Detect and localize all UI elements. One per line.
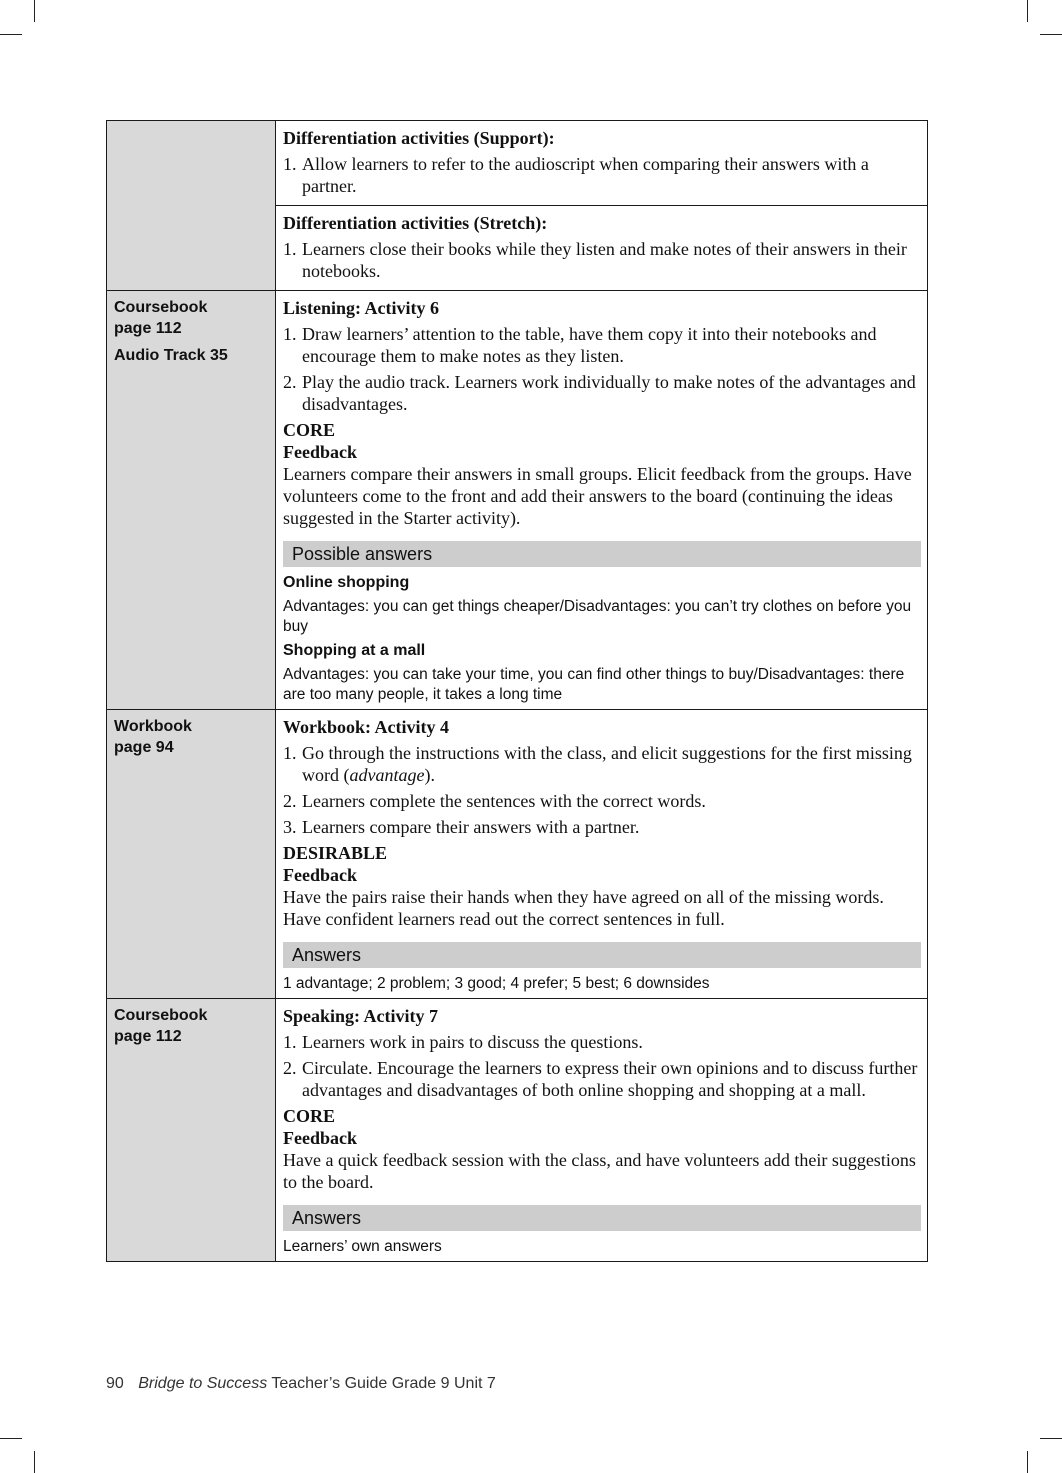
list-item: 1. Go through the instructions with the class, and elicit suggestions for the first missing word (advantage).: [283, 743, 912, 785]
list-item: 1. Draw learners’ attention to the table, have them copy it into their notebooks and encourage them to make notes as they listen.: [283, 324, 877, 366]
table-row: [107, 710, 928, 999]
list-item: 2. Circulate. Encourage the learners to express their own opinions and to discuss further advantages and disadvantages of both online shopping and shopping at a mall.: [283, 1058, 918, 1100]
answers-title: Possible answers: [283, 541, 921, 567]
list-item: 1. Learners close their books while they listen and make notes of their answers in their notebooks.: [283, 239, 907, 281]
feedback-label: Feedback: [283, 442, 357, 462]
answers-title: Answers: [283, 1205, 921, 1231]
answer-text: Advantages: you can take your time, you can find other things to buy/Disadvantages: there are too many people, it takes a long time: [283, 666, 905, 703]
reference-cell: [107, 291, 276, 710]
activity-steps: [283, 1031, 921, 1101]
book-title: Bridge to Success: [138, 1375, 268, 1392]
reference-cell: [107, 121, 276, 291]
crop-mark: [1027, 1451, 1028, 1473]
italic-word: advantage: [349, 765, 425, 785]
list-item: 2. Learners complete the sentences with the correct words.: [283, 791, 706, 811]
activity-heading: Workbook: Activity 4: [283, 717, 450, 737]
reference-label: Coursebook: [114, 1007, 208, 1024]
table-row: [107, 121, 928, 206]
crop-mark: [0, 1438, 22, 1439]
table-row: [107, 999, 928, 1262]
stretch-steps: [283, 238, 921, 282]
reference-cell: [107, 999, 276, 1262]
reference-page: page 94: [114, 739, 174, 756]
answers-text: Learners’ own answers: [283, 1238, 442, 1255]
list-item: 1. Learners work in pairs to discuss the questions.: [283, 1032, 643, 1052]
crop-mark: [0, 34, 22, 35]
footer-subtitle: Teacher’s Guide Grade 9 Unit 7: [271, 1375, 496, 1392]
activity-steps: [283, 323, 921, 415]
feedback-text: Have the pairs raise their hands when they have agreed on all of the missing words. Have confident learners read out the correct sentences in full.: [283, 887, 884, 929]
list-item: 2. Play the audio track. Learners work individually to make notes of the advantages and disadvantages.: [283, 372, 916, 414]
activity-cell: [276, 291, 928, 710]
stretch-cell: [276, 206, 928, 291]
answers-title: Answers: [283, 942, 921, 968]
activity-cell: [276, 999, 928, 1262]
answer-title: Shopping at a mall: [283, 642, 426, 659]
crop-mark: [1040, 34, 1062, 35]
feedback-label: Feedback: [283, 865, 357, 885]
reference-page: page 112: [114, 320, 182, 337]
activity-heading: Speaking: Activity 7: [283, 1006, 439, 1026]
list-item: 1. Allow learners to refer to the audioscript when comparing their answers with a partner.: [283, 154, 869, 196]
page-number: 90: [106, 1375, 124, 1392]
answer-text: Advantages: you can get things cheaper/Disadvantages: you can’t try clothes on before you buy: [283, 598, 912, 635]
feedback-text: Have a quick feedback session with the class, and have volunteers add their suggestions to the board.: [283, 1150, 916, 1192]
feedback-label: Feedback: [283, 1128, 357, 1148]
support-heading: Differentiation activities (Support):: [283, 128, 555, 148]
reference-cell: [107, 710, 276, 999]
lesson-plan-table: [106, 120, 928, 1262]
activity-steps: [283, 742, 921, 838]
crop-mark: [1040, 1438, 1062, 1439]
level-label: DESIRABLE: [283, 843, 388, 863]
reference-audio: Audio Track 35: [114, 347, 228, 364]
support-steps: [283, 153, 921, 197]
level-label: CORE: [283, 1106, 336, 1126]
page-footer: [106, 1375, 496, 1393]
support-cell: [276, 121, 928, 206]
reference-label: Workbook: [114, 718, 192, 735]
table-row: [107, 291, 928, 710]
activity-heading: Listening: Activity 6: [283, 298, 439, 318]
activity-cell: [276, 710, 928, 999]
answer-title: Online shopping: [283, 574, 410, 591]
reference-page: page 112: [114, 1028, 182, 1045]
reference-label: Coursebook: [114, 299, 208, 316]
crop-mark: [34, 0, 35, 22]
crop-mark: [1027, 0, 1028, 22]
level-label: CORE: [283, 420, 336, 440]
stretch-heading: Differentiation activities (Stretch):: [283, 213, 548, 233]
list-item: 3. Learners compare their answers with a partner.: [283, 817, 640, 837]
crop-mark: [34, 1451, 35, 1473]
answers-text: 1 advantage; 2 problem; 3 good; 4 prefer; 5 best; 6 downsides: [283, 975, 710, 992]
feedback-text: Learners compare their answers in small groups. Elicit feedback from the groups. Have volunteers come to the front and add their answers to the board (continuing the ideas suggested in the Starter activity).: [283, 464, 912, 528]
